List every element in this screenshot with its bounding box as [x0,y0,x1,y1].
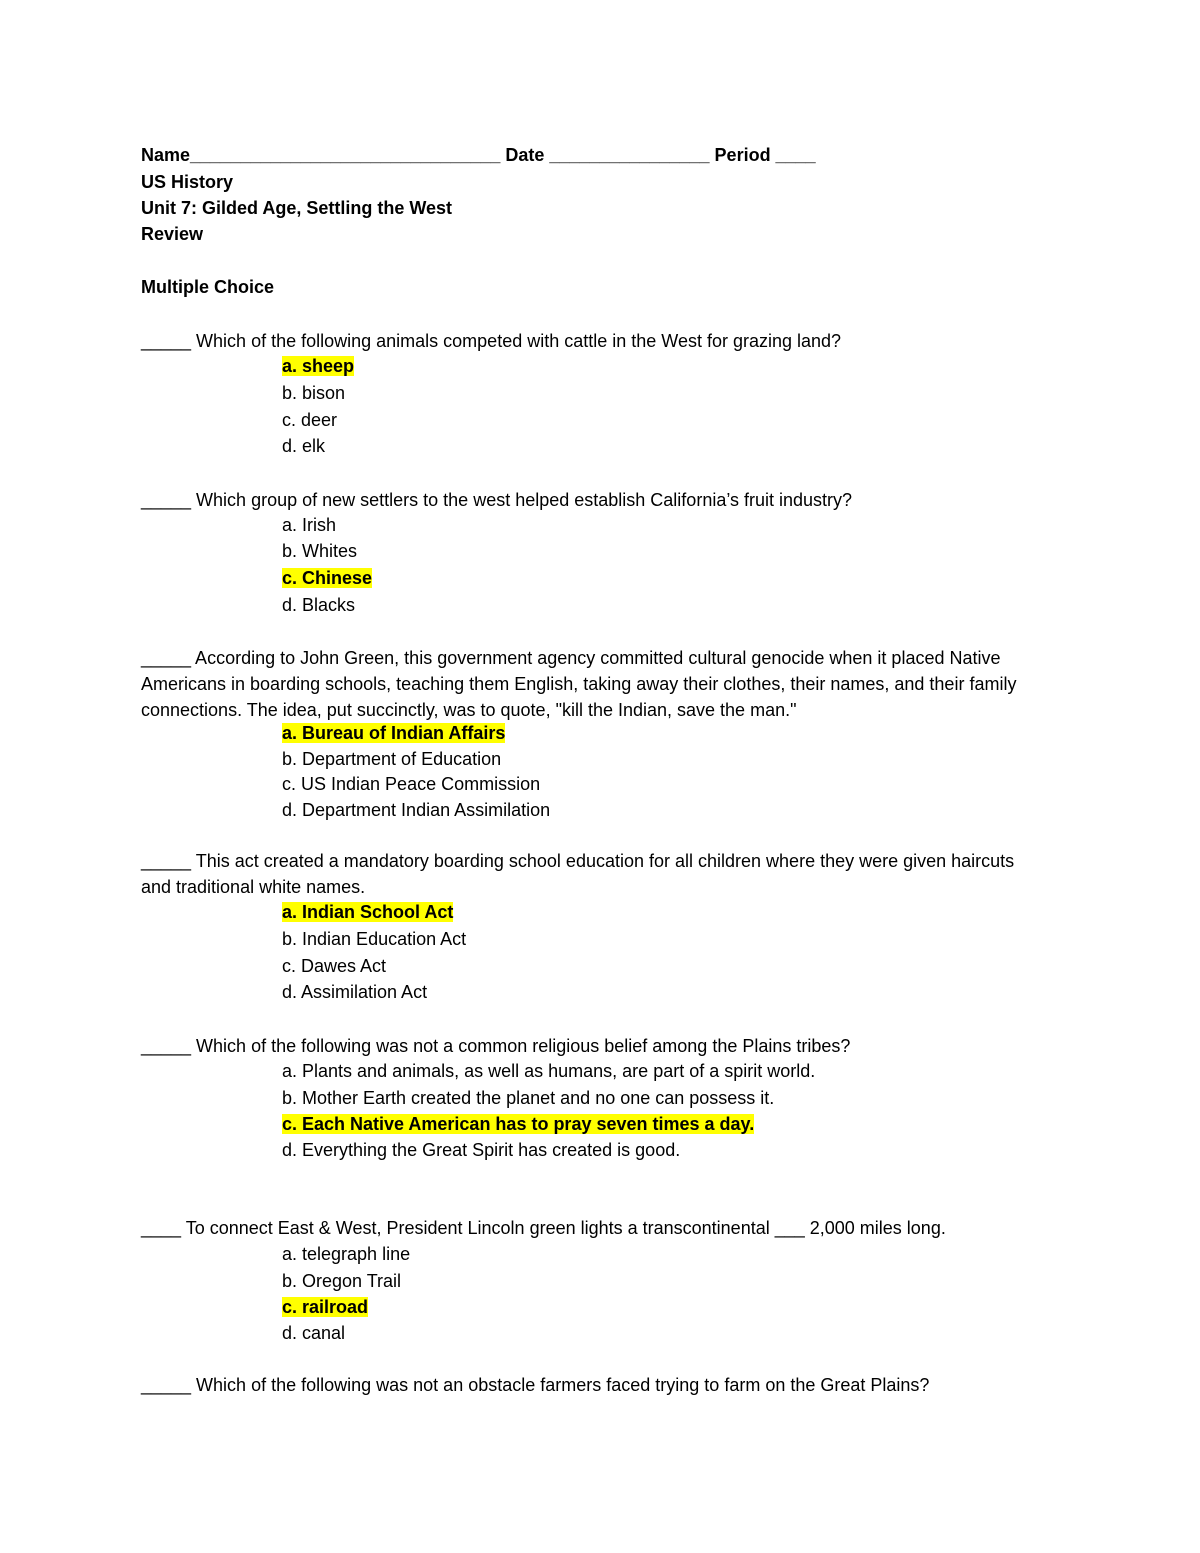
section-title: Multiple Choice [141,277,275,297]
question-2-option-b: b. Whites [282,541,358,561]
question-6-option-d: d. canal [282,1323,346,1343]
question-3-option-a: a. Bureau of Indian Affairs [282,723,506,743]
question-5-option-c: c. Each Native American has to pray seven times a day. [282,1114,755,1134]
question-1-option-c: c. deer [282,410,338,430]
question-6: ____ To connect East & West, President Lincoln green lights a transcontinental ___ 2,000 miles long. [141,1218,946,1238]
question-3: _____ According to John Green, this government agency committed cultural genocide when it placed Native Americans in boarding schools, teaching them English, taking away their clothes, their names, and their family connections. The idea, put succinctly, was to quote, "kill the Indian, save the man." [141,648,1017,720]
question-7: _____ Which of the following was not an obstacle farmers faced trying to farm on the Great Plains? [141,1375,930,1395]
question-5-option-a: a. Plants and animals, as well as humans, are part of a spirit world. [282,1061,816,1081]
question-1: _____ Which of the following animals competed with cattle in the West for grazing land? [141,331,842,351]
question-3-option-d: d. Department Indian Assimilation [282,800,551,820]
question-4-option-c: c. Dawes Act [282,956,387,976]
question-3-option-b: b. Department of Education [282,749,502,769]
unit-title: Unit 7: Gilded Age, Settling the West [141,198,453,218]
question-6-option-c: c. railroad [282,1297,369,1317]
question-5: _____ Which of the following was not a common religious belief among the Plains tribes? [141,1036,851,1056]
question-2-option-d: d. Blacks [282,595,356,615]
question-1-option-b: b. bison [282,383,346,403]
question-4: _____ This act created a mandatory boarding school education for all children where they were given haircuts and traditional white names. [141,851,1015,897]
question-4-option-a: a. Indian School Act [282,902,454,922]
question-4-option-b: b. Indian Education Act [282,929,467,949]
question-5-option-b: b. Mother Earth created the planet and no one can possess it. [282,1088,775,1108]
question-4-option-d: d. Assimilation Act [282,982,428,1002]
question-1-option-a: a. sheep [282,356,355,376]
question-1-option-d: d. elk [282,436,326,456]
question-6-option-b: b. Oregon Trail [282,1271,402,1291]
question-5-option-d: d. Everything the Great Spirit has created is good. [282,1140,681,1160]
course-title: US History [141,172,234,192]
review-title: Review [141,224,204,244]
question-2-option-a: a. Irish [282,515,337,535]
question-6-option-a: a. telegraph line [282,1244,411,1264]
question-2-option-c: c. Chinese [282,568,373,588]
question-2: _____ Which group of new settlers to the west helped establish California’s fruit industry? [141,490,853,510]
question-3-option-c: c. US Indian Peace Commission [282,774,541,794]
name-date-period-line: Name_______________________________ Date ________________ Period ____ [141,145,816,165]
